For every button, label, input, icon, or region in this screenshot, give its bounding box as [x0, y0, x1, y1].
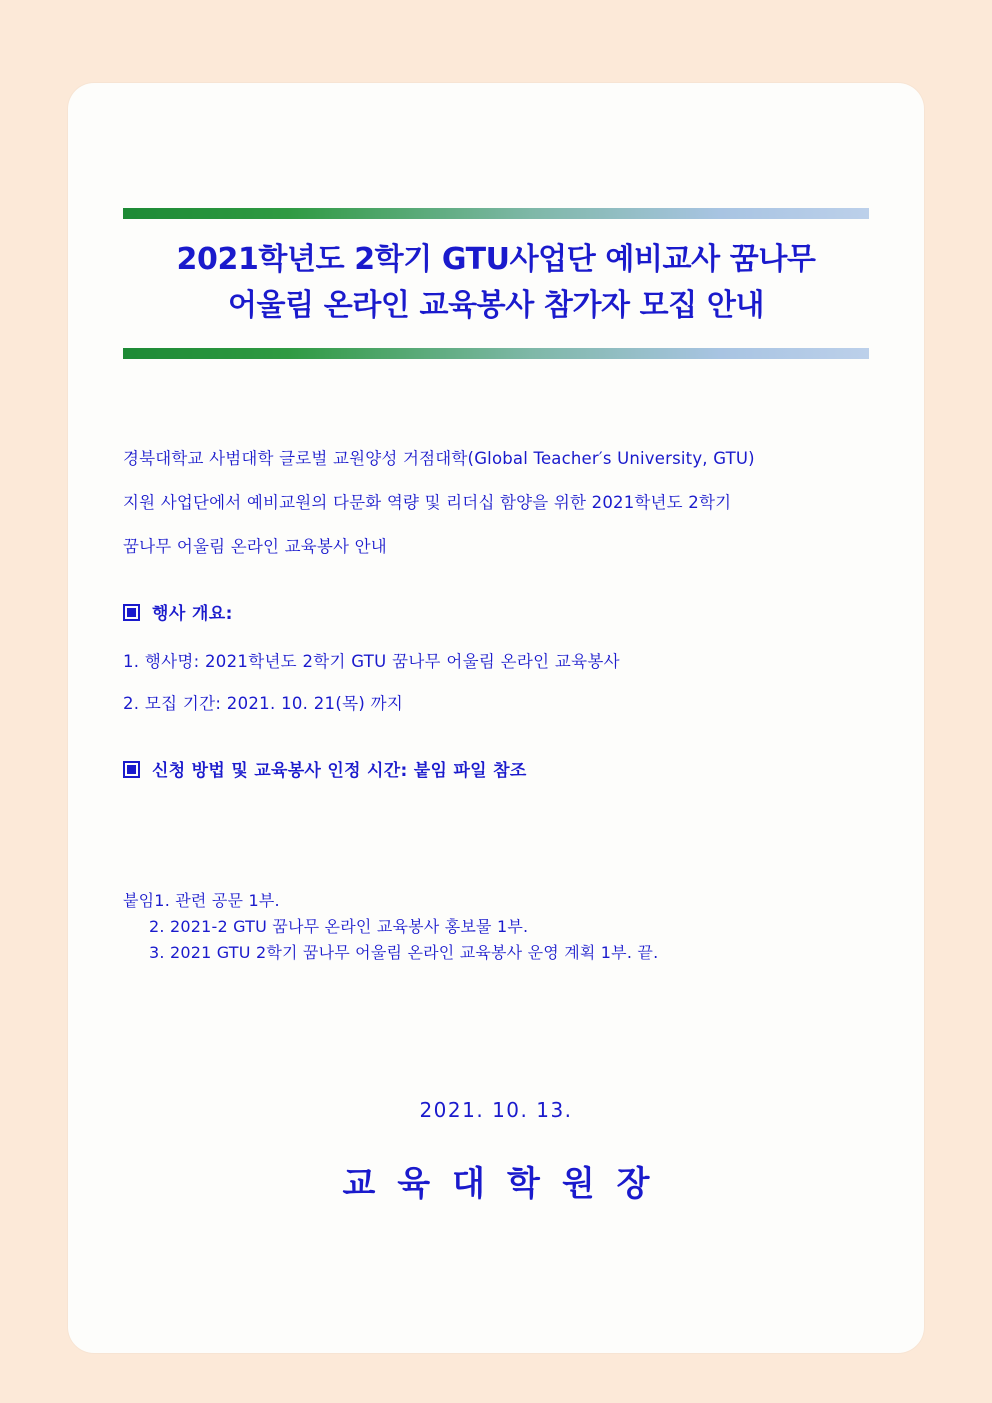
attachment-item: 3. 2021 GTU 2학기 꿈나무 어울림 온라인 교육봉사 운영 계획 1부. 끝.	[149, 942, 659, 962]
list-item: 1. 행사명: 2021학년도 2학기 GTU 꿈나무 어울림 온라인 교육봉사	[123, 652, 620, 672]
document-date: 2021. 10. 13.	[419, 1097, 573, 1122]
page-title-line-2: 어울림 온라인 교육봉사 참가자 모집 안내	[227, 287, 765, 323]
square-bullet-icon	[123, 761, 140, 778]
title-rule-bottom	[123, 348, 869, 359]
document-body	[123, 208, 869, 1205]
list-item: 2. 모집 기간: 2021. 10. 21(목) 까지	[123, 694, 404, 714]
title-block	[123, 208, 869, 359]
title-rule-top	[123, 208, 869, 219]
section-heading-apply-label: 신청 방법 및 교육봉사 인정 시간: 붙임 파일 참조	[152, 761, 527, 782]
intro-line-3: 꿈나무 어울림 온라인 교육봉사 안내	[123, 536, 387, 556]
attachment-list	[123, 888, 869, 966]
section-heading-apply	[123, 751, 869, 792]
page-title-line-1: 2021학년도 2학기 GTU사업단 예비교사 꿈나무	[176, 242, 816, 277]
attachment-item: 2. 2021-2 GTU 꿈나무 온라인 교육봉사 홍보물 1부.	[149, 916, 529, 936]
page-title	[123, 233, 869, 334]
intro-paragraph	[123, 437, 869, 568]
section-heading-overview-label: 행사 개요:	[152, 604, 233, 625]
attachment-item: 붙임1. 관련 공문 1부.	[123, 891, 280, 911]
document-page	[68, 83, 924, 1353]
overview-list	[123, 641, 869, 725]
section-heading-overview	[123, 594, 869, 635]
document-signer: 교육대학원장	[342, 1163, 672, 1204]
square-bullet-icon	[123, 604, 140, 621]
intro-line-1: 경북대학교 사범대학 글로벌 교원양성 거점대학(Global Teacher′s University, GTU)	[123, 449, 755, 469]
intro-line-2: 지원 사업단에서 예비교원의 다문화 역량 및 리더십 함양을 위한 2021학년도 2학기	[123, 492, 732, 512]
